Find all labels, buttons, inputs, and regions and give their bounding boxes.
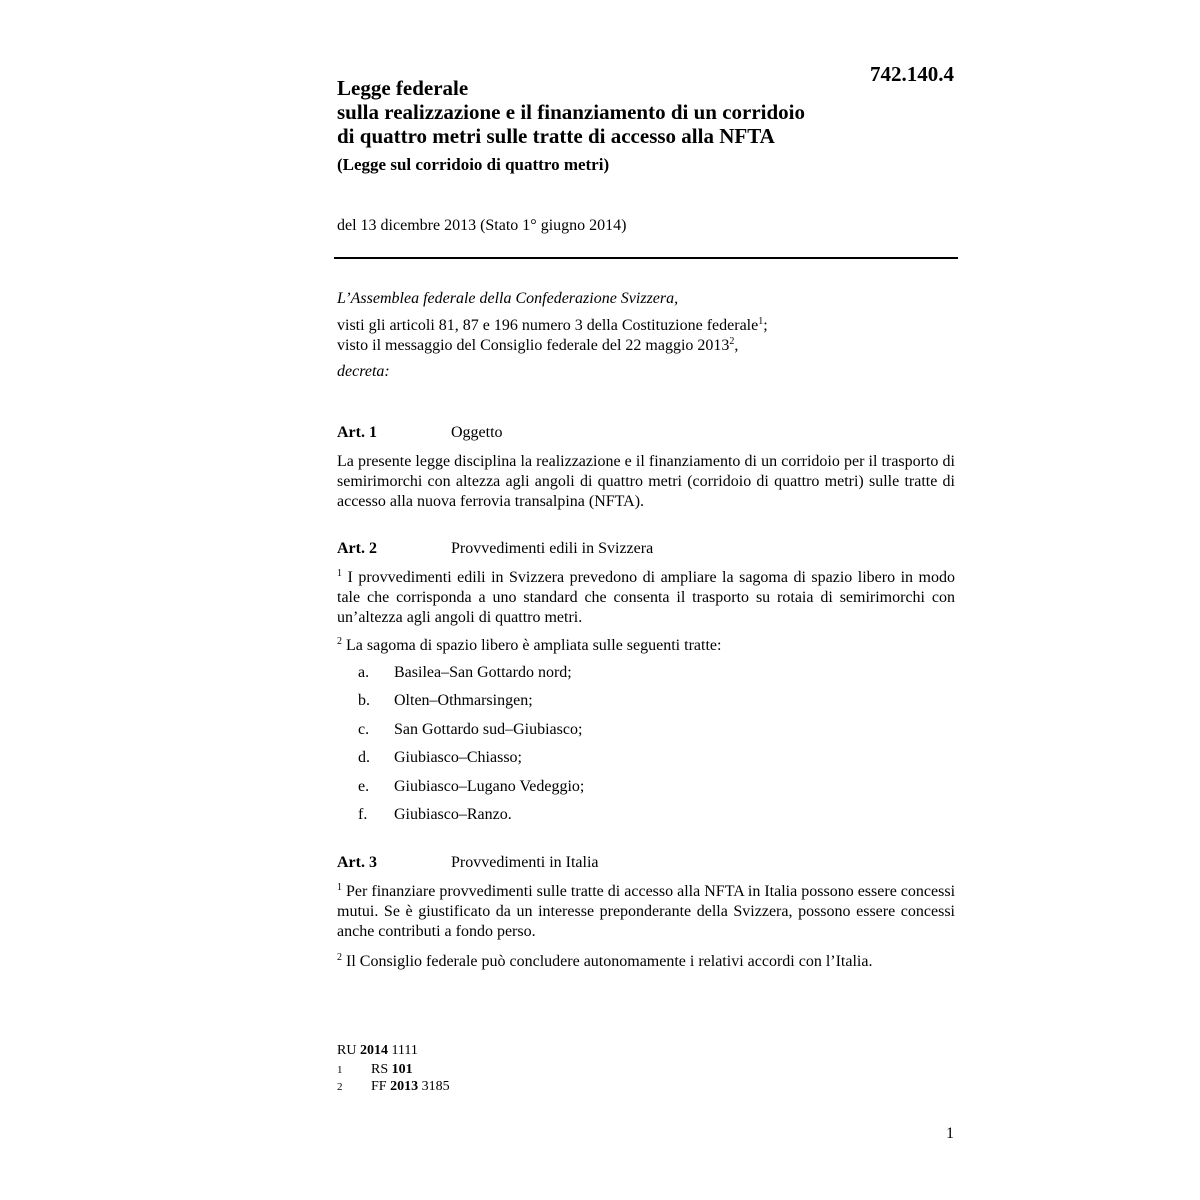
law-title xyxy=(337,76,927,148)
footnote-ref[interactable]: 2 xyxy=(729,336,735,347)
preamble-decree: decreta: xyxy=(337,363,390,380)
list-letter: d. xyxy=(358,749,370,766)
short-title: (Legge sul corridoio di quattro metri) xyxy=(337,155,610,174)
paragraph-text: La sagoma di spazio libero è ampliata sulle seguenti tratte: xyxy=(346,637,722,654)
article-1-number: Art. 1 xyxy=(337,424,377,441)
article-3-number: Art. 3 xyxy=(337,854,377,871)
page-number: 1 xyxy=(946,1125,954,1142)
article-1-title: Oggetto xyxy=(451,424,503,441)
footnote-text xyxy=(371,1062,413,1078)
article-1-text: La presente legge disciplina la realizzazione e il finanziamento di un corridoio per il trasporto di semirimorchi con altezza agli angoli di quattro metri (corridoio di quattro metri) sulle tratte di accesso alla nuova ferrovia transalpina (NFTA). xyxy=(337,453,955,510)
ru-year: 2014 xyxy=(359,1043,388,1058)
preamble-authority: L’Assemblea federale della Confederazione Svizzera, xyxy=(337,290,679,307)
paragraph-text: Il Consiglio federale può concludere autonomamente i relativi accordi con l’Italia. xyxy=(346,953,873,970)
list-item: Giubiasco–Chiasso; xyxy=(394,749,522,766)
law-date: del 13 dicembre 2013 (Stato 1° giugno 2014) xyxy=(337,217,627,234)
paragraph-number: 1 xyxy=(337,882,342,893)
title-line: di quattro metri sulle tratte di accesso alla NFTA xyxy=(337,124,775,148)
paragraph-text: I provvedimenti edili in Svizzera prevedono di ampliare la sagoma di spazio libero in modo tale che corrisponda a uno standard che consenta il trasporto su rotaia di semirimorchi con un’altezza agli angoli di quattro metri. xyxy=(337,569,955,626)
list-letter: e. xyxy=(358,778,370,795)
ru-page: 1111 xyxy=(391,1043,418,1058)
paragraph-number: 1 xyxy=(337,568,342,579)
title-line: Legge federale xyxy=(337,76,469,100)
list-item: Giubiasco–Ranzo. xyxy=(394,806,512,823)
sr-number: 742.140.4 xyxy=(870,62,954,86)
footnote-rest: 3185 xyxy=(421,1079,450,1094)
paragraph-text: Per finanziare provvedimenti sulle tratte di accesso alla NFTA in Italia possono essere concessi mutui. Se è giustificato da un interesse preponderante della Svizzera, possono essere concessi anche contributi a fondo perso. xyxy=(337,883,956,940)
list-letter: a. xyxy=(358,664,370,681)
article-2-paragraph-2 xyxy=(337,636,955,656)
footnote-number: 2 xyxy=(337,1081,343,1093)
footnote-bold: 101 xyxy=(391,1062,413,1077)
paragraph-number: 2 xyxy=(337,952,342,963)
list-letter: c. xyxy=(358,721,370,738)
list-letter: b. xyxy=(358,692,370,709)
article-2-title: Provvedimenti edili in Svizzera xyxy=(451,540,654,557)
article-3-paragraph-1 xyxy=(337,882,955,942)
footnote-bold: 2013 xyxy=(390,1079,419,1094)
article-3-title: Provvedimenti in Italia xyxy=(451,854,599,871)
article-3-paragraph-2 xyxy=(337,952,955,972)
title-line: sulla realizzazione e il finanziamento di un corridoio xyxy=(337,100,805,124)
article-2-number: Art. 2 xyxy=(337,540,377,557)
list-item: San Gottardo sud–Giubiasco; xyxy=(394,721,583,738)
footnote-number: 1 xyxy=(337,1064,343,1076)
list-item: Olten–Othmarsingen; xyxy=(394,692,533,709)
preamble-line1-text: visti gli articoli 81, 87 e 196 numero 3 della Costituzione federale xyxy=(337,317,759,334)
paragraph-number: 2 xyxy=(337,636,342,647)
footnote-ref[interactable]: 1 xyxy=(758,316,764,327)
ru-prefix: RU xyxy=(337,1043,357,1058)
list-item: Giubiasco–Lugano Vedeggio; xyxy=(394,778,585,795)
preamble-line1 xyxy=(337,316,768,335)
article-2-paragraph-1 xyxy=(337,568,955,628)
footnote-text xyxy=(371,1079,450,1095)
list-letter: f. xyxy=(358,806,368,823)
preamble-line2-text: visto il messaggio del Consiglio federale del 22 maggio 2013 xyxy=(337,337,730,354)
header-divider xyxy=(334,257,958,259)
footnote-prefix: FF xyxy=(371,1079,387,1094)
footnote-prefix: RS xyxy=(371,1062,389,1077)
punctuation: , xyxy=(734,337,739,354)
list-item: Basilea–San Gottardo nord; xyxy=(394,664,572,681)
ru-reference xyxy=(337,1043,418,1059)
preamble-line2 xyxy=(337,336,738,355)
punctuation: ; xyxy=(763,317,768,334)
